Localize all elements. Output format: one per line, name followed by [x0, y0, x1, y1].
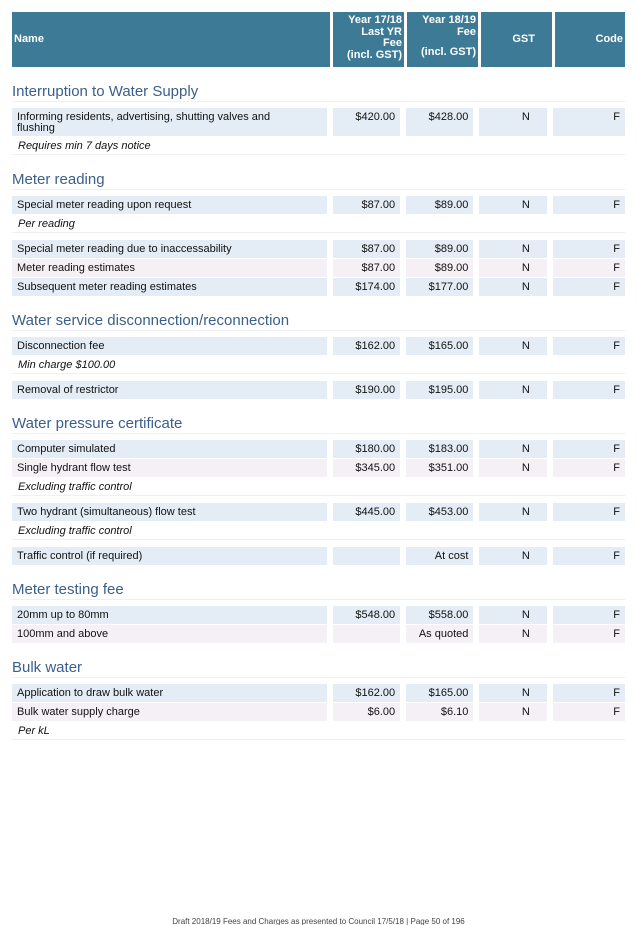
fee-code: F [553, 381, 625, 399]
fee-year-17-18: $162.00 [333, 337, 400, 355]
section [12, 580, 625, 643]
gst-flag: N [479, 684, 546, 702]
table-row [12, 259, 625, 277]
fee-year-17-18: $87.00 [333, 196, 400, 214]
fee-name: Meter reading estimates [12, 259, 327, 277]
fee-name: Special meter reading upon request [12, 196, 327, 214]
section-rows [12, 606, 625, 643]
fee-note: Excluding traffic control [12, 478, 625, 496]
gst-flag: N [479, 547, 546, 565]
fee-code: F [553, 278, 625, 296]
fee-year-18-19: $89.00 [406, 196, 473, 214]
fee-year-17-18: $162.00 [333, 684, 400, 702]
table-row [12, 606, 625, 624]
table-row [12, 440, 625, 458]
fee-code: F [553, 459, 625, 477]
fee-name: Traffic control (if required) [12, 547, 327, 565]
table-row [12, 459, 625, 477]
table-row [12, 684, 625, 702]
fee-year-18-19: $195.00 [406, 381, 473, 399]
fee-year-18-19: $177.00 [406, 278, 473, 296]
fee-year-17-18: $6.00 [333, 703, 400, 721]
section-title: Water pressure certificate [12, 414, 625, 434]
fee-name: Informing residents, advertising, shutting valves and flushing [12, 108, 327, 136]
table-row [12, 108, 625, 136]
gst-flag: N [479, 606, 546, 624]
section-rows [12, 684, 625, 740]
table-row [12, 703, 625, 721]
section [12, 82, 625, 155]
fee-name: Single hydrant flow test [12, 459, 327, 477]
gst-flag: N [479, 240, 546, 258]
section-title: Meter testing fee [12, 580, 625, 600]
section [12, 658, 625, 740]
fee-year-18-19: $165.00 [406, 684, 473, 702]
table-row [12, 547, 625, 565]
fee-code: F [553, 337, 625, 355]
fee-note: Min charge $100.00 [12, 356, 625, 374]
fee-year-17-18: $87.00 [333, 240, 400, 258]
fee-year-18-19: $558.00 [406, 606, 473, 624]
fee-year-17-18 [333, 625, 400, 643]
fee-year-17-18: $548.00 [333, 606, 400, 624]
fee-code: F [553, 503, 625, 521]
fee-year-18-19: $89.00 [406, 240, 473, 258]
fee-year-18-19: $428.00 [406, 108, 473, 136]
header-name: Name [12, 12, 330, 67]
gst-flag: N [479, 278, 546, 296]
gst-flag: N [479, 625, 546, 643]
fee-year-18-19: $6.10 [406, 703, 473, 721]
fee-year-18-19: $351.00 [406, 459, 473, 477]
section [12, 311, 625, 399]
gst-flag: N [479, 337, 546, 355]
fee-note: Per kL [12, 722, 625, 740]
fee-name: Subsequent meter reading estimates [12, 278, 327, 296]
gst-flag: N [479, 440, 546, 458]
fee-note: Excluding traffic control [12, 522, 625, 540]
fee-name: Application to draw bulk water [12, 684, 327, 702]
fee-year-17-18: $420.00 [333, 108, 400, 136]
fee-year-17-18: $174.00 [333, 278, 400, 296]
gst-flag: N [479, 108, 546, 136]
fee-code: F [553, 108, 625, 136]
fee-year-18-19: At cost [406, 547, 473, 565]
fee-name: Two hydrant (simultaneous) flow test [12, 503, 327, 521]
fee-year-17-18: $180.00 [333, 440, 400, 458]
fee-code: F [553, 259, 625, 277]
gst-flag: N [479, 196, 546, 214]
header-year-17-18: Year 17/18 Last YR Fee (incl. GST) [333, 12, 404, 67]
fee-year-17-18: $445.00 [333, 503, 400, 521]
section [12, 414, 625, 565]
table-row [12, 381, 625, 399]
fee-year-17-18 [333, 547, 400, 565]
fees-table [12, 12, 625, 740]
section-title: Meter reading [12, 170, 625, 190]
fee-code: F [553, 547, 625, 565]
section-rows [12, 108, 625, 155]
fee-code: F [553, 703, 625, 721]
fee-code: F [553, 240, 625, 258]
table-header [12, 12, 625, 67]
fee-year-18-19: As quoted [406, 625, 473, 643]
fee-year-17-18: $345.00 [333, 459, 400, 477]
gst-flag: N [479, 259, 546, 277]
gst-flag: N [479, 381, 546, 399]
table-row [12, 196, 625, 214]
table-row [12, 240, 625, 258]
fee-code: F [553, 606, 625, 624]
table-row [12, 625, 625, 643]
fee-name: 20mm up to 80mm [12, 606, 327, 624]
fee-note: Requires min 7 days notice [12, 137, 625, 155]
fee-code: F [553, 196, 625, 214]
header-code: Code [555, 12, 625, 67]
fee-name: Disconnection fee [12, 337, 327, 355]
fee-year-18-19: $453.00 [406, 503, 473, 521]
header-year-18-19: Year 18/19 Fee (incl. GST) [407, 12, 478, 67]
section-rows [12, 196, 625, 296]
fee-code: F [553, 440, 625, 458]
section-title: Bulk water [12, 658, 625, 678]
fee-note: Per reading [12, 215, 625, 233]
gst-flag: N [479, 503, 546, 521]
gst-flag: N [479, 459, 546, 477]
fee-name: Computer simulated [12, 440, 327, 458]
section-title: Interruption to Water Supply [12, 82, 625, 102]
fee-name: Bulk water supply charge [12, 703, 327, 721]
table-row [12, 337, 625, 355]
section-rows [12, 440, 625, 565]
fee-code: F [553, 684, 625, 702]
fee-name: Special meter reading due to inaccessability [12, 240, 327, 258]
fee-year-17-18: $190.00 [333, 381, 400, 399]
header-gst: GST [481, 12, 552, 67]
section [12, 170, 625, 296]
fee-year-18-19: $165.00 [406, 337, 473, 355]
fee-year-18-19: $183.00 [406, 440, 473, 458]
sections [12, 82, 625, 740]
fee-year-17-18: $87.00 [333, 259, 400, 277]
page-footer: Draft 2018/19 Fees and Charges as presented to Council 17/5/18 | Page 50 of 196 [172, 917, 465, 925]
section-rows [12, 337, 625, 399]
fee-year-18-19: $89.00 [406, 259, 473, 277]
gst-flag: N [479, 703, 546, 721]
fee-name: Removal of restrictor [12, 381, 327, 399]
fee-code: F [553, 625, 625, 643]
fee-name: 100mm and above [12, 625, 327, 643]
table-row [12, 278, 625, 296]
section-title: Water service disconnection/reconnection [12, 311, 625, 331]
table-row [12, 503, 625, 521]
